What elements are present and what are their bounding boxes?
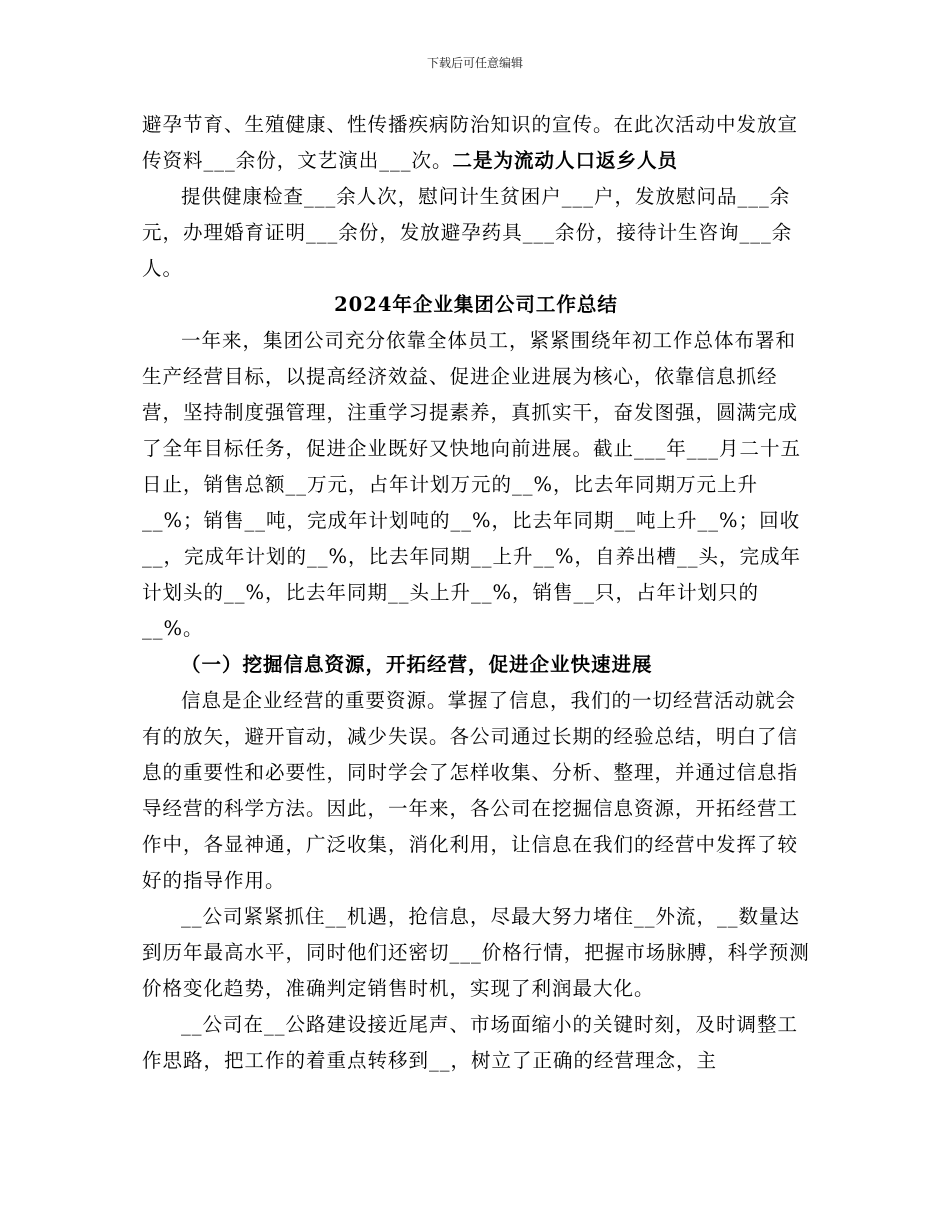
- paragraph-information: 信息是企业经营的重要资源。掌握了信息，我们的一切经营活动就会有的放矢，避开盲动，减少失误。各公司通过长期的经验总结，明白了信息的重要性和必要性，同时学会了怎样收集、分析、整理，并通过信息指导经营的科学方法。因此，一年来，各公司在挖掘信息资源，开拓经营工作中，各显神通，广泛收集，消化利用，让信息在我们的经营中发挥了较好的指导作用。: [142, 689, 799, 892]
- paragraph-company-2: __公司在__公路建设接近尾声、市场面缩小的关键时刻，及时调整工作思路，把工作的着重点转移到__，树立了正确的经营理念，主: [142, 1013, 799, 1072]
- bold-phrase: 二是为流动人口返乡人员: [452, 149, 679, 172]
- paragraph-company-1: __公司紧紧抓住__机遇，抢信息，尽最大努力堵住__外流，__数量达到历年最高水平，同时他们还密切___价格行情，把握市场脉膊，科学预测价格变化趋势，准确判定销售时机，实现了利润最大化。: [142, 905, 810, 1000]
- page-header: 下载后可任意编辑: [426, 56, 523, 70]
- paragraph-text: 避孕节育、生殖健康、性传播疾病防治知识的宣传。在此次活动中发放宣传资料___余份，文艺演出___次。: [142, 113, 799, 172]
- document-body: [142, 107, 810, 1079]
- document-title: 2024年企业集团公司工作总结: [334, 293, 618, 316]
- section-heading: （一）挖掘信息资源，开拓经营，促进企业快速进展: [181, 653, 653, 676]
- paragraph-intro-1: [142, 107, 810, 179]
- paragraph-summary: 一年来，集团公司充分依靠全体员工，紧紧围绕年初工作总体布署和生产经营目标，以提高经济效益、促进企业进展为核心，依靠信息抓经营，坚持制度强管理，注重学习提素养，真抓实干，奋发图强，圆满完成了全年目标任务，促进企业既好又快地向前进展。截止___年___月二十五日止，销售总额__万元，占年计划万元的__%，比去年同期万元上升__%；销售__吨，完成年计划吨的__%，比去年同期__吨上升__%；回收__，完成年计划的__%，比去年同期__上升__%，自养出槽__头，完成年计划头的__%，比去年同期__头上升__%，销售__只，占年计划只的__%。: [142, 329, 802, 640]
- paragraph-intro-2: 提供健康检查___余人次，慰问计生贫困户___户，发放慰问品___余元，办理婚育证明___余份，发放避孕药具___余份，接待计生咨询___余人。: [142, 185, 793, 280]
